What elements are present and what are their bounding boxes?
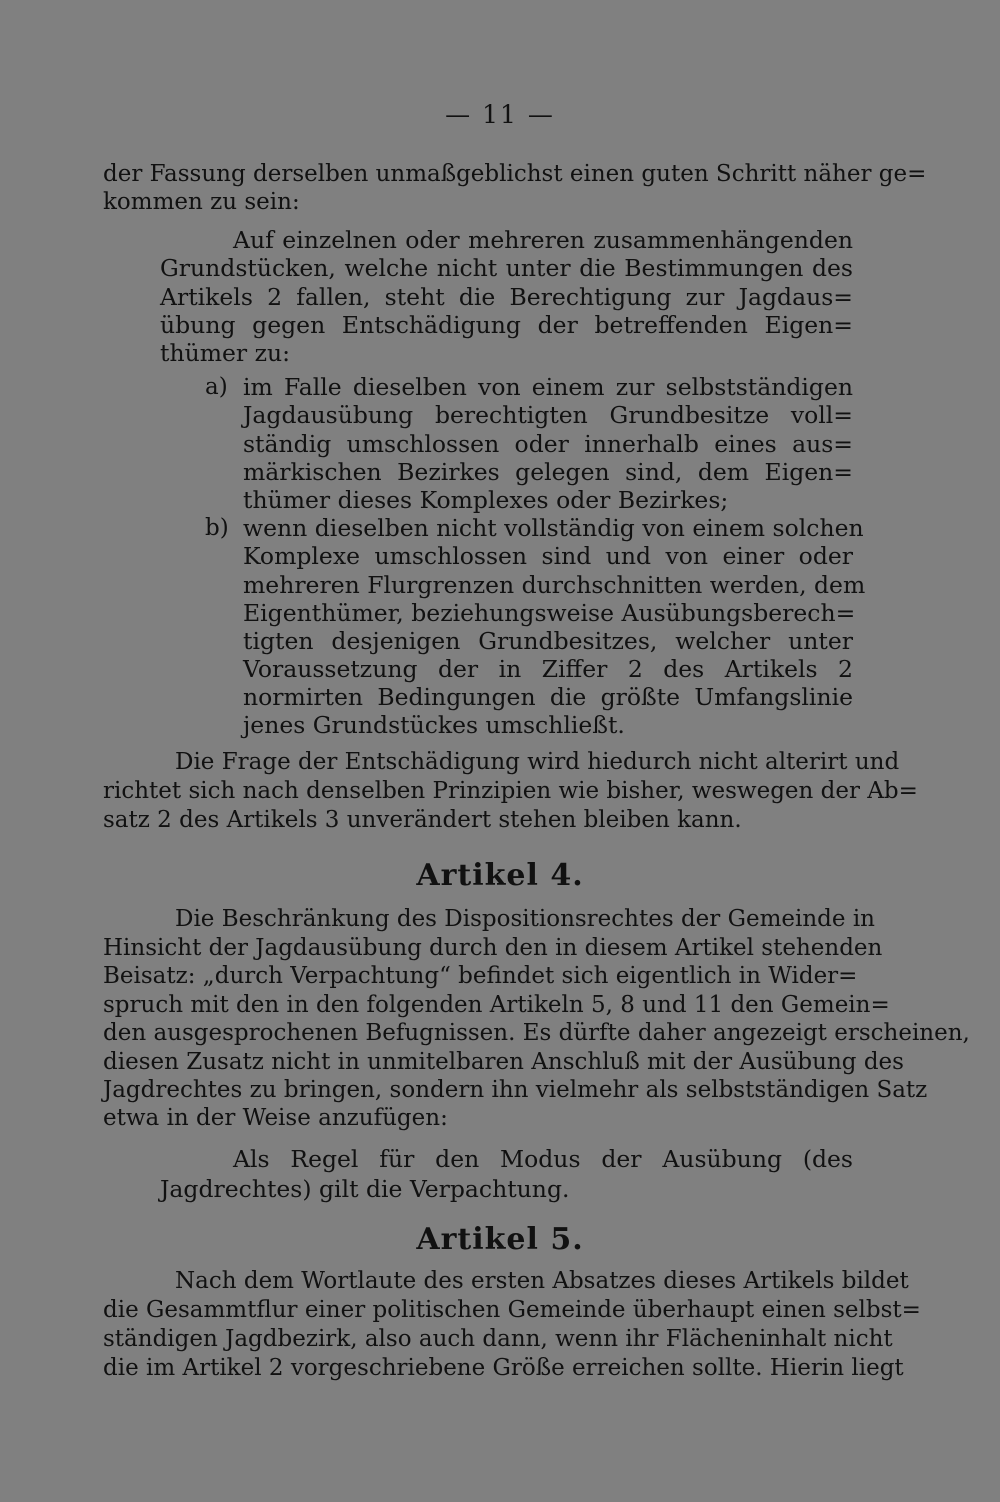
quote-line: thümer zu:	[160, 339, 291, 367]
text-line: kommen zu sein:	[103, 189, 300, 215]
quote-line: Eigenthümer, beziehungsweise Ausübungsberech=	[243, 599, 856, 627]
text-line: Beisatz: „durch Verpachtung“ befindet sich eigentlich in Wider=	[103, 963, 858, 989]
page-number: — 11 —	[445, 100, 555, 129]
quote-line: Jagdrechtes) gilt die Verpachtung.	[160, 1175, 570, 1203]
item-label-b: b)	[205, 515, 229, 541]
quote-line: Auf einzelnen oder mehreren zusammenhängenden	[233, 226, 853, 254]
text-line: satz 2 des Artikels 3 unverändert stehen bleiben kann.	[103, 807, 742, 833]
quote-line: wenn dieselben nicht vollständig von einem solchen	[243, 514, 864, 542]
quote-line: Komplexe umschlossen sind und von einer oder	[243, 542, 853, 570]
text-line: Jagdrechtes zu bringen, sondern ihn vielmehr als selbstständigen Satz	[103, 1077, 928, 1103]
quote-line: normirten Bedingungen die größte Umfangslinie	[243, 683, 853, 711]
quote-line: Jagdausübung berechtigten Grundbesitze voll=	[243, 401, 853, 429]
quote-line: märkischen Bezirkes gelegen sind, dem Eigen=	[243, 458, 853, 486]
text-line: diesen Zusatz nicht in unmitelbaren Anschluß mit der Ausübung des	[103, 1049, 904, 1075]
text-line: Die Frage der Entschädigung wird hiedurch nicht alterirt und	[175, 749, 900, 775]
quote-line: jenes Grundstückes umschließt.	[243, 711, 625, 739]
text-line: die Gesammtflur einer politischen Gemeinde überhaupt einen selbst=	[103, 1297, 921, 1323]
quote-line: Als Regel für den Modus der Ausübung (des	[233, 1145, 853, 1173]
section-heading: Artikel 5.	[416, 1222, 584, 1257]
text-line: Hinsicht der Jagdausübung durch den in diesem Artikel stehenden	[103, 935, 883, 961]
text-line: der Fassung derselben unmaßgeblichst einen guten Schritt näher ge=	[103, 161, 927, 187]
section-heading: Artikel 4.	[416, 858, 584, 893]
text-line: spruch mit den in den folgenden Artikeln 5, 8 und 11 den Gemein=	[103, 992, 890, 1018]
quote-line: im Falle dieselben von einem zur selbstständigen	[243, 373, 853, 401]
quote-line: ständig umschlossen oder innerhalb eines aus=	[243, 430, 853, 458]
text-line: ständigen Jagdbezirk, also auch dann, wenn ihr Flächeninhalt nicht	[103, 1326, 893, 1352]
text-line: Nach dem Wortlaute des ersten Absatzes dieses Artikels bildet	[175, 1268, 909, 1294]
text-line: die im Artikel 2 vorgeschriebene Größe erreichen sollte. Hierin liegt	[103, 1355, 904, 1381]
item-label-a: a)	[205, 374, 228, 400]
quote-line: thümer dieses Komplexes oder Bezirkes;	[243, 486, 729, 514]
quote-line: mehreren Flurgrenzen durchschnitten werden, dem	[243, 571, 866, 599]
text-line: richtet sich nach denselben Prinzipien wie bisher, weswegen der Ab=	[103, 778, 918, 804]
text-line: etwa in der Weise anzufügen:	[103, 1105, 448, 1131]
quote-line: tigten desjenigen Grundbesitzes, welcher unter	[243, 627, 853, 655]
text-line: Die Beschränkung des Dispositionsrechtes der Gemeinde in	[175, 906, 875, 932]
quote-line: Grundstücken, welche nicht unter die Bestimmungen des	[160, 254, 853, 282]
quote-line: Artikels 2 fallen, steht die Berechtigung zur Jagdaus=	[160, 283, 853, 311]
quote-line: Voraussetzung der in Ziffer 2 des Artikels 2	[243, 655, 853, 683]
text-line: den ausgesprochenen Befugnissen. Es dürfte daher angezeigt erscheinen,	[103, 1020, 970, 1046]
quote-line: übung gegen Entschädigung der betreffenden Eigen=	[160, 311, 853, 339]
